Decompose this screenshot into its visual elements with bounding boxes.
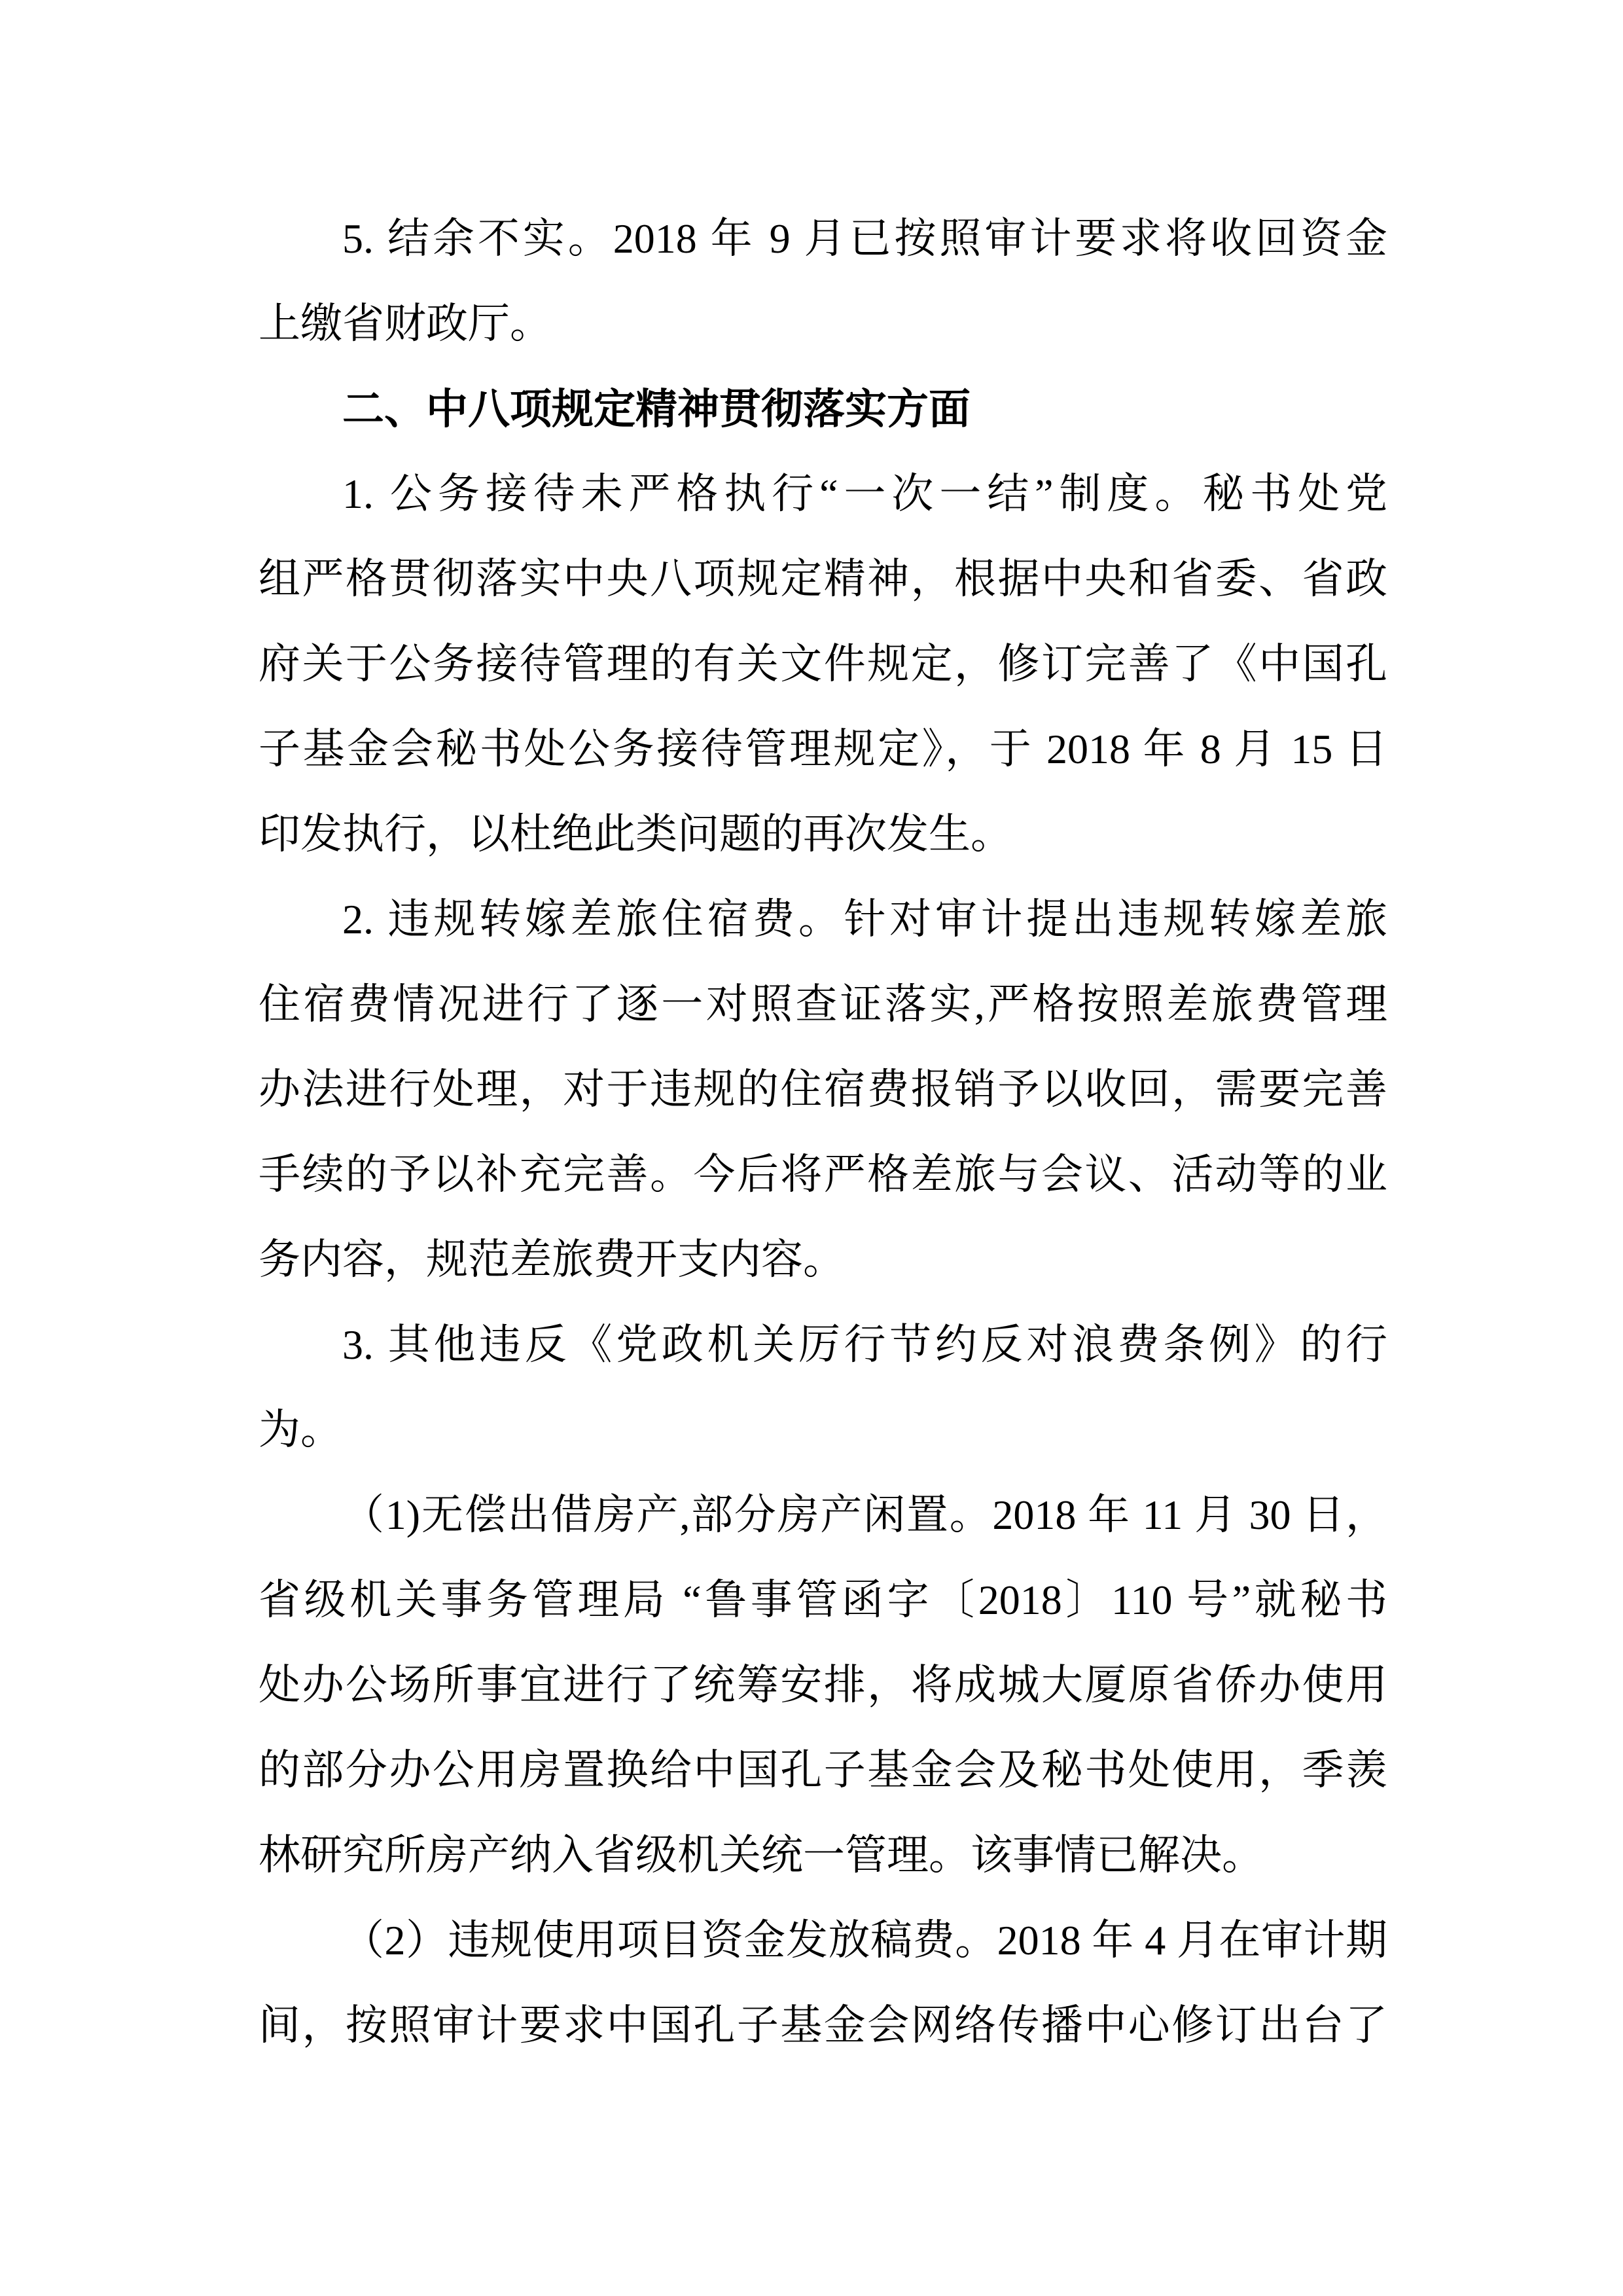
text-line-10: 住宿费情况进行了逐一对照查证落实,严格按照差旅费管理	[259, 981, 1387, 1028]
section-heading: 二、中八项规定精神贯彻落实方面	[342, 386, 971, 433]
text-line-8: 印发执行，以杜绝此类问题的再次发生。	[259, 811, 1012, 857]
text-line-11: 办法进行处理，对于违规的住宿费报销予以收回，需要完善	[259, 1066, 1387, 1113]
text-line-9: 2. 违规转嫁差旅住宿费。针对审计提出违规转嫁差旅	[342, 896, 1387, 942]
text-line-6: 府关于公务接待管理的有关文件规定，修订完善了《中国孔	[259, 641, 1387, 687]
text-line-4: 1. 公务接待未严格执行“一次一结”制度。秘书处党	[342, 471, 1387, 517]
text-line-19: 的部分办公用房置换给中国孔子基金会及秘书处使用，季羡	[259, 1747, 1387, 1793]
text-line-12: 手续的予以补充完善。今后将严格差旅与会议、活动等的业	[259, 1151, 1387, 1198]
text-line-1: 5. 结余不实。2018 年 9 月已按照审计要求将收回资金	[342, 215, 1387, 262]
text-line-16: （1)无偿出借房产,部分房产闲置。2018 年 11 月 30 日，	[342, 1492, 1387, 1538]
text-line-17: 省级机关事务管理局 “鲁事管函字〔2018〕110 号”就秘书	[259, 1577, 1387, 1623]
text-line-18: 处办公场所事宜进行了统筹安排，将成城大厦原省侨办使用	[259, 1662, 1387, 1708]
text-line-13: 务内容，规范差旅费开支内容。	[259, 1236, 845, 1283]
text-line-22: 间，按照审计要求中国孔子基金会网络传播中心修订出台了	[259, 2002, 1387, 2049]
text-line-7: 子基金会秘书处公务接待管理规定》，于 2018 年 8 月 15 日	[259, 726, 1387, 772]
text-line-5: 组严格贯彻落实中央八项规定精神，根据中央和省委、省政	[259, 556, 1387, 602]
document-body	[259, 196, 1387, 2068]
text-line-21: （2）违规使用项目资金发放稿费。2018 年 4 月在审计期	[342, 1917, 1387, 1964]
text-line-2: 上缴省财政厅。	[259, 300, 552, 347]
text-line-14: 3. 其他违反《党政机关厉行节约反对浪费条例》的行	[342, 1321, 1387, 1368]
text-line-15: 为。	[259, 1407, 342, 1453]
text-line-20: 林研究所房产纳入省级机关统一管理。该事情已解决。	[259, 1832, 1264, 1878]
